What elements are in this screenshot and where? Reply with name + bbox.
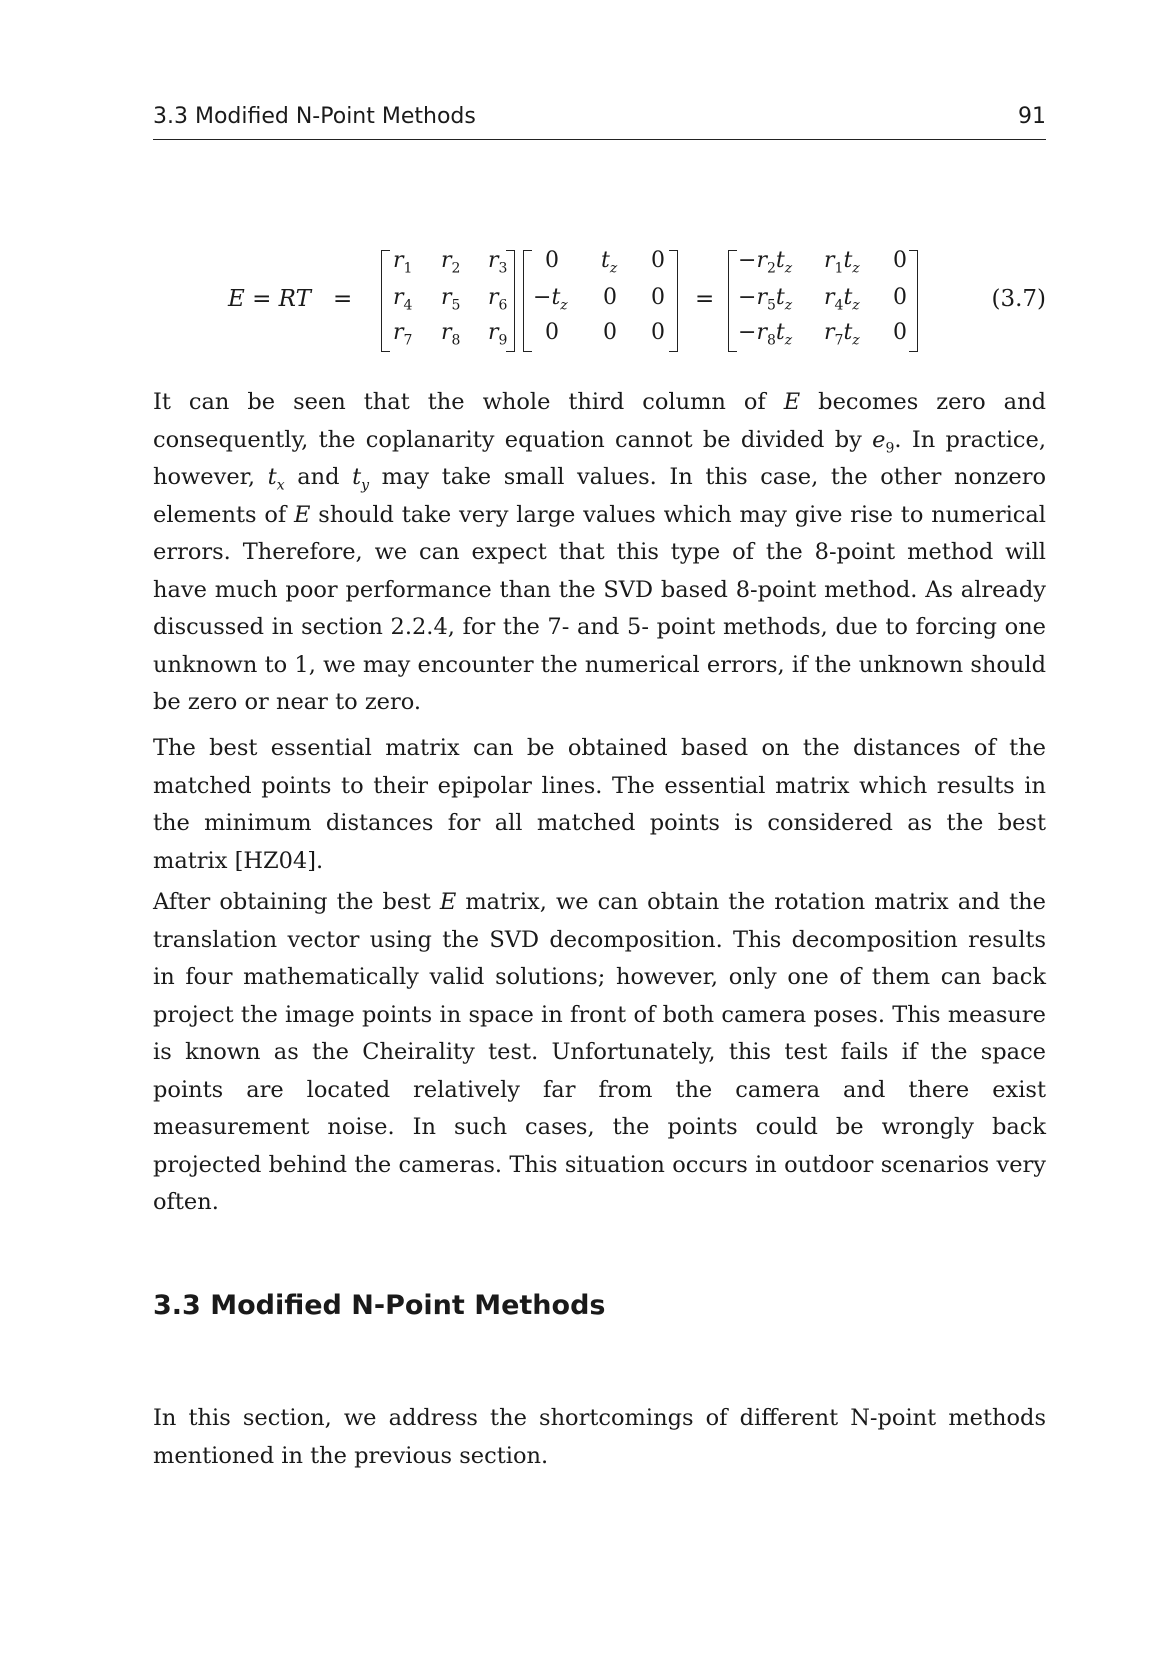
- left-bracket: [381, 250, 390, 352]
- left-bracket: [728, 250, 737, 352]
- running-header: [153, 98, 1046, 140]
- matrix-cell: $-r_2t_z$: [738, 248, 793, 277]
- matrix-cell: $r_3$: [488, 248, 508, 277]
- matrix-cell: $t_z$: [601, 248, 618, 277]
- paragraph-cheirality: After obtaining the best E matrix, we can obtain the rotation matrix and the translation vector using the SVD decomposition. This decomposition results in four mathematically valid solutions; however, only one of them can back project the image points in space in front of both camera poses. This measure is known as the Cheirality test. Unfortunately, this test fails if the space points are located relatively far from the camera and there exist measurement noise. In such cases, the points could be wrongly back projected behind the cameras. This situation occurs in outdoor scenarios very often.: [153, 889, 1046, 1215]
- matrix-cell: $r_6$: [488, 285, 508, 314]
- matrix-cell: $r_1t_z$: [824, 248, 860, 277]
- matrix-cell: $r_7t_z$: [824, 320, 860, 349]
- matrix-cell: 0: [545, 320, 559, 345]
- equation-number: (3.7): [991, 286, 1046, 312]
- matrix-cell: $r_7$: [393, 320, 413, 349]
- matrix-cell: 0: [603, 285, 617, 310]
- rotation-matrix: [381, 246, 515, 358]
- matrix-cell: $-t_z$: [533, 285, 568, 314]
- paragraph-section-intro: In this section, we address the shortcomings of different N-point methods mentioned in the previous section.: [153, 1405, 1046, 1469]
- equals-sign: =: [695, 286, 715, 312]
- equation-3-7: [153, 246, 1046, 358]
- equation-lhs: E = RT: [228, 286, 311, 312]
- translation-matrix: [523, 246, 678, 358]
- page-number: 91: [1018, 104, 1046, 129]
- matrix-cell: 0: [893, 285, 907, 310]
- matrix-cell: 0: [893, 248, 907, 273]
- matrix-cell: $-r_5t_z$: [738, 285, 793, 314]
- matrix-cell: $-r_8t_z$: [738, 320, 793, 349]
- matrix-cell: 0: [545, 248, 559, 273]
- result-matrix: [728, 246, 918, 358]
- matrix-cell: $r_2$: [441, 248, 461, 277]
- matrix-cell: 0: [603, 320, 617, 345]
- paragraph-third-column: It can be seen that the whole third column of E becomes zero and consequently, the coplanarity equation cannot be divided by $e_9$. In practice, however, $t_x$ and $t_y$ may take small values. In this case, the other nonzero elements of E should take very large values which may give rise to numerical errors. Therefore, we can expect that this type of the 8-point method will have much poor performance than the SVD based 8-point method. As already discussed in section 2.2.4, for the 7- and 5- point methods, due to forcing one unknown to 1, we may encounter the numerical errors, if the unknown should be zero or near to zero.: [153, 389, 1046, 715]
- matrix-cell: $r_4$: [393, 285, 413, 314]
- matrix-cell: $r_5$: [441, 285, 461, 314]
- matrix-cell: 0: [651, 320, 665, 345]
- matrix-cell: $r_4t_z$: [824, 285, 860, 314]
- running-header-title: 3.3 Modified N-Point Methods: [153, 104, 476, 129]
- paragraph-best-essential-matrix: The best essential matrix can be obtained based on the distances of the matched points to their epipolar lines. The essential matrix which results in the minimum distances for all matched points is considered as the best matrix [HZ04].: [153, 735, 1046, 874]
- section-heading: 3.3 Modified N-Point Methods: [153, 1290, 606, 1321]
- right-bracket: [909, 250, 918, 352]
- matrix-cell: $r_8$: [441, 320, 461, 349]
- matrix-cell: 0: [651, 248, 665, 273]
- matrix-cell: 0: [893, 320, 907, 345]
- matrix-cell: $r_1$: [393, 248, 413, 277]
- matrix-cell: 0: [651, 285, 665, 310]
- right-bracket: [669, 250, 678, 352]
- matrix-cell: $r_9$: [488, 320, 508, 349]
- equals-sign: =: [333, 286, 353, 312]
- left-bracket: [523, 250, 532, 352]
